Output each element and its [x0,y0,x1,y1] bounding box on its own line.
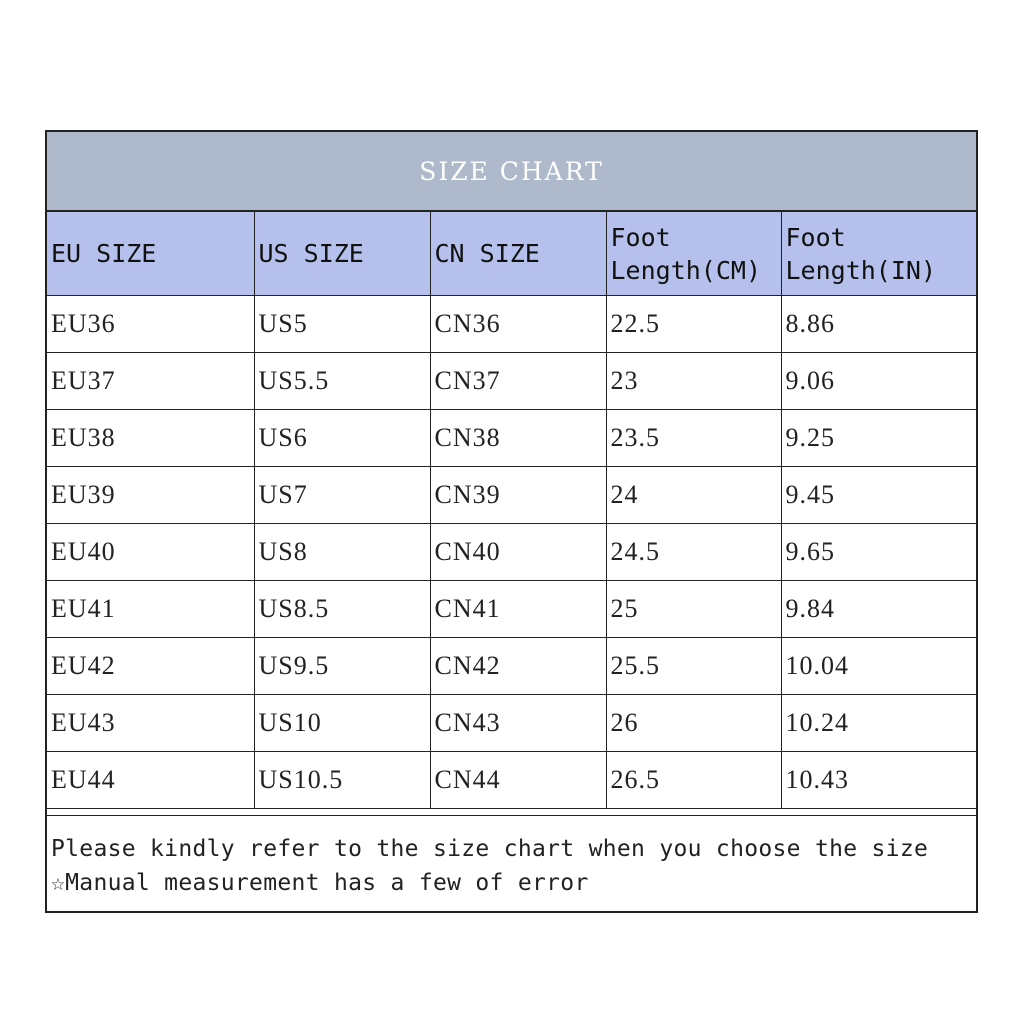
cell-foot-length-in: 9.06 [781,353,976,410]
cell-foot-length-in: 9.65 [781,524,976,581]
cell-foot-length-cm: 23 [606,353,781,410]
table-row [47,467,976,524]
cell-cn-size: CN38 [430,410,606,467]
header-foot-length-cm: Foot Length(CM) [606,212,781,296]
header-row [47,212,976,296]
cell-cn-size: CN39 [430,467,606,524]
size-chart [45,130,978,913]
size-table [47,212,976,809]
table-row [47,524,976,581]
cell-us-size: US10 [254,695,430,752]
cell-us-size: US5 [254,296,430,353]
cell-foot-length-cm: 24 [606,467,781,524]
cell-foot-length-cm: 23.5 [606,410,781,467]
cell-us-size: US6 [254,410,430,467]
cell-foot-length-in: 10.04 [781,638,976,695]
header-eu-size: EU SIZE [47,212,254,296]
table-row [47,638,976,695]
cell-eu-size: EU44 [47,752,254,809]
notes-box [47,815,976,911]
cell-foot-length-cm: 25.5 [606,638,781,695]
cell-eu-size: EU39 [47,467,254,524]
cell-foot-length-in: 9.45 [781,467,976,524]
cell-cn-size: CN37 [430,353,606,410]
header-cn-size: CN SIZE [430,212,606,296]
cell-us-size: US10.5 [254,752,430,809]
cell-us-size: US9.5 [254,638,430,695]
cell-us-size: US7 [254,467,430,524]
cell-cn-size: CN42 [430,638,606,695]
table-row [47,296,976,353]
table-row [47,752,976,809]
cell-foot-length-cm: 26 [606,695,781,752]
cell-eu-size: EU42 [47,638,254,695]
header-us-size: US SIZE [254,212,430,296]
size-chart-title: SIZE CHART [47,132,976,212]
cell-cn-size: CN36 [430,296,606,353]
table-body [47,296,976,809]
table-row [47,695,976,752]
cell-cn-size: CN40 [430,524,606,581]
cell-eu-size: EU37 [47,353,254,410]
cell-eu-size: EU40 [47,524,254,581]
header-foot-length-in: Foot Length(IN) [781,212,976,296]
cell-foot-length-cm: 25 [606,581,781,638]
cell-us-size: US5.5 [254,353,430,410]
table-row [47,353,976,410]
cell-foot-length-in: 9.25 [781,410,976,467]
cell-cn-size: CN44 [430,752,606,809]
note-refer: Please kindly refer to the size chart when you choose the size [51,836,929,862]
cell-foot-length-cm: 26.5 [606,752,781,809]
note-measurement: ☆Manual measurement has a few of error [51,870,589,896]
cell-eu-size: EU38 [47,410,254,467]
cell-eu-size: EU43 [47,695,254,752]
cell-foot-length-cm: 22.5 [606,296,781,353]
cell-foot-length-in: 10.24 [781,695,976,752]
cell-eu-size: EU41 [47,581,254,638]
cell-cn-size: CN41 [430,581,606,638]
cell-us-size: US8 [254,524,430,581]
cell-foot-length-in: 9.84 [781,581,976,638]
table-row [47,410,976,467]
cell-foot-length-cm: 24.5 [606,524,781,581]
cell-cn-size: CN43 [430,695,606,752]
cell-foot-length-in: 8.86 [781,296,976,353]
table-row [47,581,976,638]
cell-eu-size: EU36 [47,296,254,353]
cell-foot-length-in: 10.43 [781,752,976,809]
cell-us-size: US8.5 [254,581,430,638]
